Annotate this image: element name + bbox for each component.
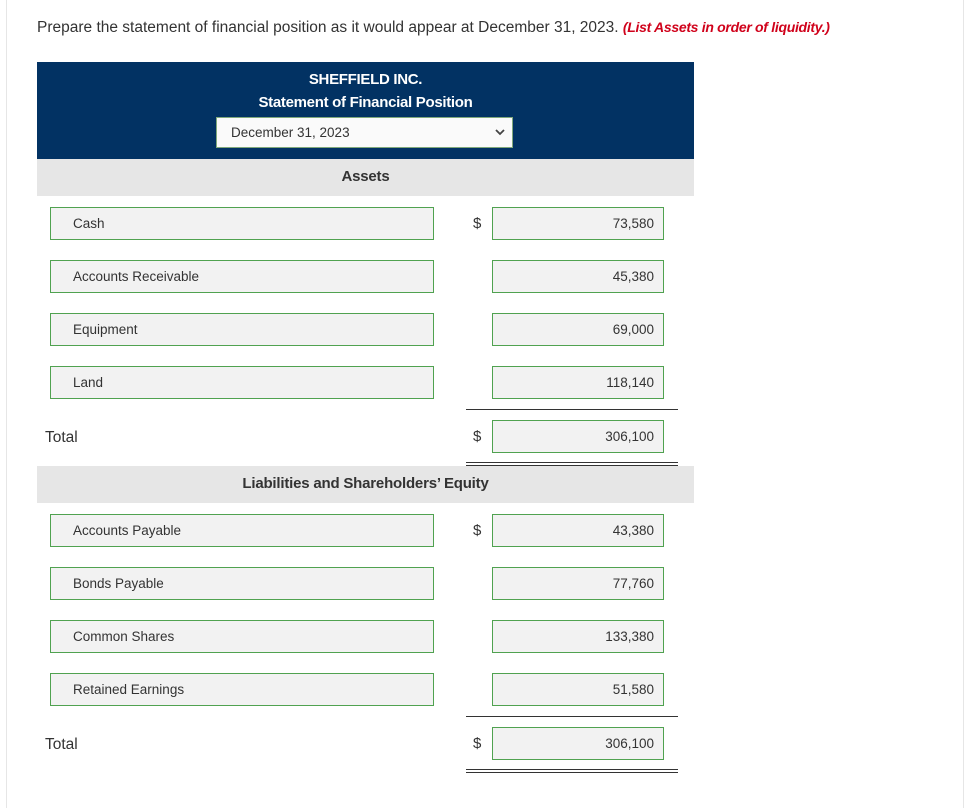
equity-label-field[interactable]	[50, 673, 434, 706]
chevron-down-icon	[494, 126, 506, 138]
asset-label-field[interactable]	[50, 366, 434, 399]
asset-amount-field[interactable]	[492, 260, 664, 293]
assets-heading: Assets	[341, 168, 390, 185]
asset-label: Accounts Receivable	[73, 269, 200, 284]
liabilities-total-label: Total	[45, 736, 78, 753]
liability-label-field[interactable]	[50, 514, 434, 547]
assets-heading-bar	[37, 159, 694, 196]
statement-header	[37, 62, 694, 159]
assets-total-label: Total	[45, 429, 78, 446]
dollar-sign: $	[473, 215, 482, 232]
asset-amount: 118,140	[606, 375, 654, 390]
equity-amount: 133,380	[605, 629, 654, 644]
liabilities-heading-bar	[37, 466, 694, 503]
equity-label-field[interactable]	[50, 620, 434, 653]
company-name: SHEFFIELD INC.	[308, 71, 423, 88]
assets-total-field[interactable]	[492, 420, 664, 453]
dollar-sign: $	[473, 428, 482, 445]
instruction-hint: (List Assets in order of liquidity.)	[622, 19, 830, 35]
instruction-text	[37, 19, 830, 37]
liability-amount: 43,380	[612, 523, 654, 538]
double-rule	[466, 772, 678, 773]
dollar-sign: $	[473, 735, 482, 752]
equity-amount-field[interactable]	[492, 620, 664, 653]
liability-amount-field[interactable]	[492, 567, 664, 600]
asset-amount: 45,380	[612, 269, 654, 284]
double-rule	[466, 462, 678, 463]
equity-amount-field[interactable]	[492, 673, 664, 706]
liability-amount: 77,760	[612, 576, 654, 591]
double-rule	[466, 769, 678, 770]
asset-amount: 73,580	[612, 216, 654, 231]
statement-title: Statement of Financial Position	[258, 94, 473, 111]
date-dropdown-value: December 31, 2023	[231, 125, 350, 140]
asset-label: Cash	[73, 216, 105, 231]
equity-label: Retained Earnings	[73, 682, 185, 697]
equity-amount: 51,580	[612, 682, 654, 697]
asset-label-field[interactable]	[50, 313, 434, 346]
subtotal-rule	[466, 409, 678, 410]
asset-amount-field[interactable]	[492, 313, 664, 346]
liabilities-heading: Liabilities and Shareholders’ Equity	[242, 475, 489, 492]
liability-amount-field[interactable]	[492, 514, 664, 547]
asset-label: Land	[73, 375, 104, 390]
subtotal-rule	[466, 716, 678, 717]
liabilities-total-field[interactable]	[492, 727, 664, 760]
liability-label-field[interactable]	[50, 567, 434, 600]
asset-label-field[interactable]	[50, 207, 434, 240]
assets-total-amount: 306,100	[605, 429, 654, 444]
asset-label: Equipment	[73, 322, 138, 337]
instruction-main: Prepare the statement of financial position as it would appear at December 31, 2023.	[37, 19, 619, 36]
liability-label: Bonds Payable	[73, 576, 164, 591]
asset-amount: 69,000	[612, 322, 654, 337]
date-dropdown[interactable]	[216, 117, 513, 148]
asset-amount-field[interactable]	[492, 366, 664, 399]
equity-label: Common Shares	[73, 629, 175, 644]
asset-amount-field[interactable]	[492, 207, 664, 240]
dollar-sign: $	[473, 522, 482, 539]
asset-label-field[interactable]	[50, 260, 434, 293]
liability-label: Accounts Payable	[73, 523, 182, 538]
liabilities-total-amount: 306,100	[605, 736, 654, 751]
